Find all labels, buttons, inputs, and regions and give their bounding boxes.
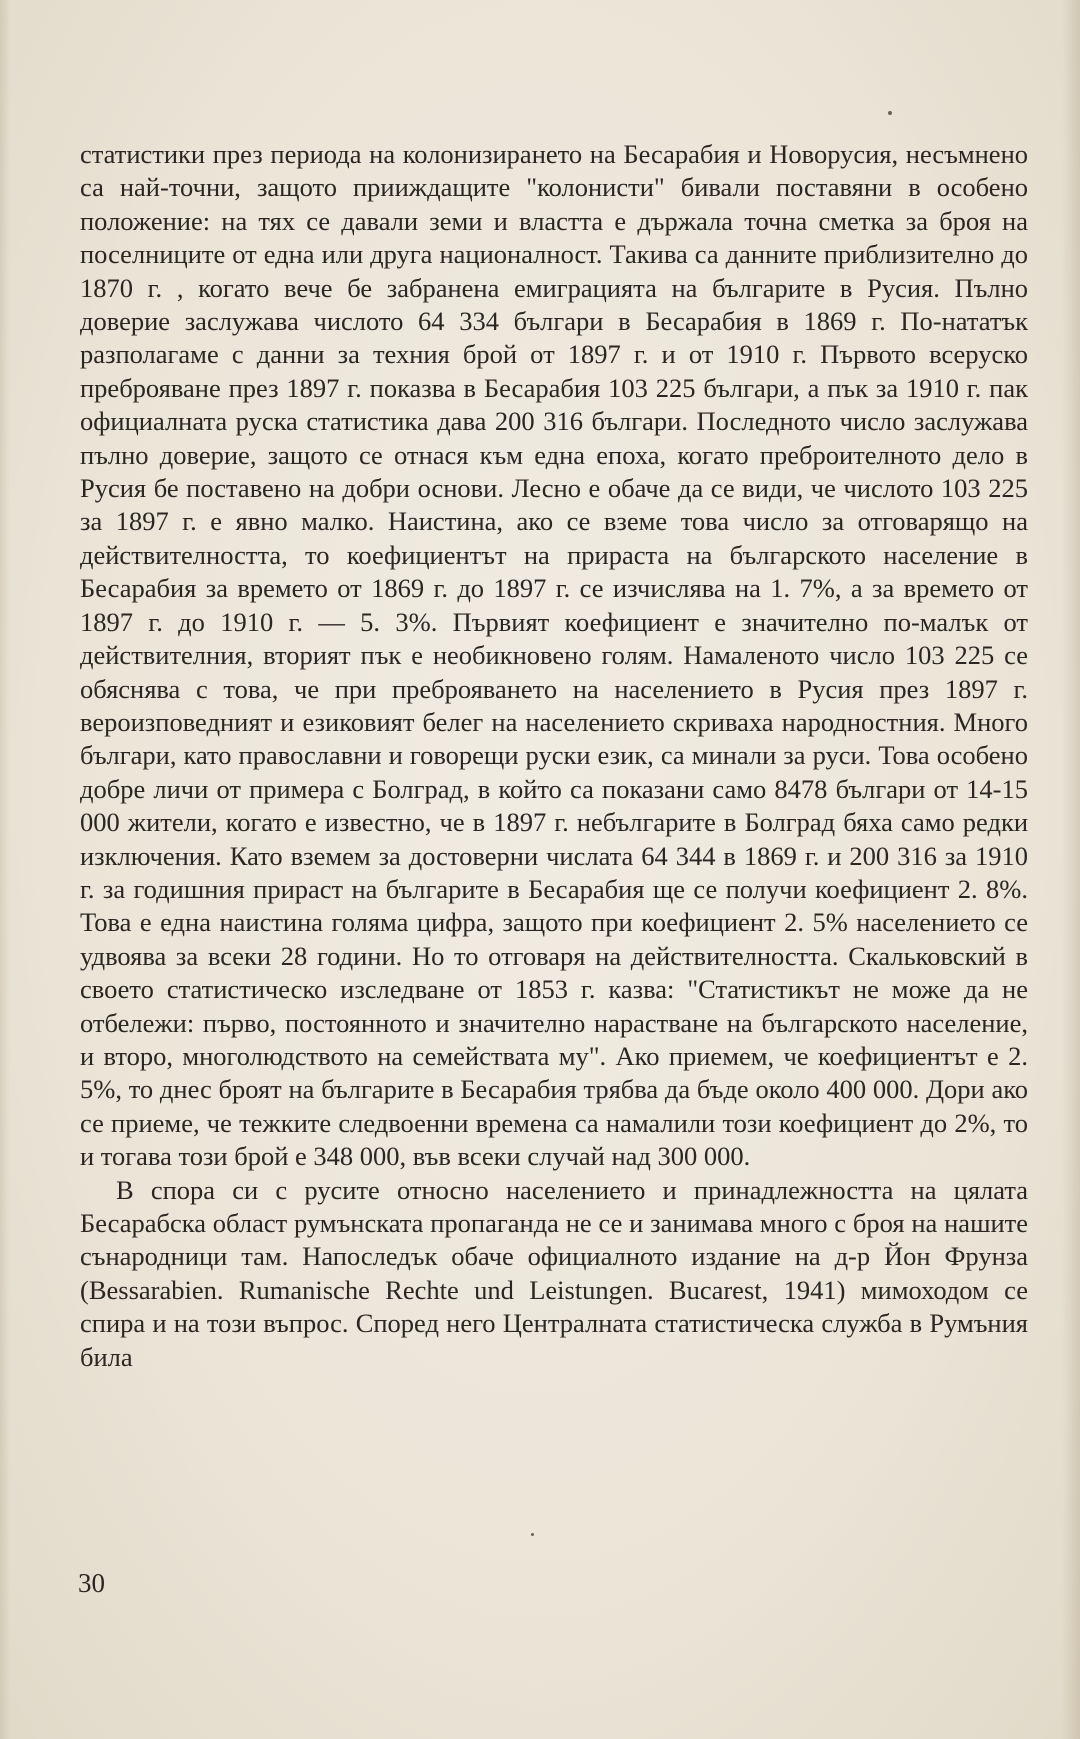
print-speck: [531, 1533, 534, 1536]
page-number: 30: [78, 1568, 105, 1598]
paragraph: статистики през периода на колонизирането на Бесарабия и Новорусия, несъмнено са най-точни, защото прииждащите "колонисти" бивали поставяни в особено положение: на тях се давали земи и властта е държала точна сметка за броя на поселниците от една или друга националност. Такива са данните приблизително до 1870 г. , когато вече бе забранена емиграцията на българите в Русия. Пълно доверие заслужава числото 64 334 българи в Бесарабия в 1869 г. По-нататък разполагаме с данни за техния брой от 1897 г. и от 1910 г. Първото всеруско преброяване през 1897 г. показва в Бесарабия 103 225 българи, а пък за 1910 г. пак официалната руска статистика дава 200 316 българи. Последното число заслужава пълно доверие, защото се отнася към една епоха, когато преброителното дело в Русия бе поставено на добри основи. Лесно е обаче да се види, че числото 103 225 за 1897 г. е явно малко. Наистина, ако се вземе това число за отговарящо на действителността, то коефициентът на прираста на българското население в Бесарабия за времето от 1869 г. до 1897 г. се изчислява на 1. 7%, а за времето от 1897 г. до 1910 г. — 5. 3%. Първият коефициент е значително по-малък от действителния, вторият пък е необикновено голям. Намаленото число 103 225 се обяснява с това, че при преброяването на населението в Русия през 1897 г. вероизповедният и езиковият белег на населението скриваха народностния. Много българи, като православни и говорещи руски език, са минали за руси. Това особено добре личи от примера с Болград, в който са показани само 8478 българи от 14-15 000 жители, когато е известно, че в 1897 г. небългарите в Болград бяха само редки изключения. Като вземем за достоверни числата 64 344 в 1869 г. и 200 316 за 1910 г. за годишния прираст на българите в Бесарабия ще се получи коефициент 2. 8%. Това е една наистина голяма цифра, защото при коефициент 2. 5% населението се удвоява за всеки 28 години. Но то отговаря на действителността. Скальковский в своето статистическо изследване от 1853 г. казва: "Статистикът не може да не отбележи: първо, постоянното и значително нарастване на българското население, и второ, многолюдството на семействата му". Ако приемем, че коефициентът е 2. 5%, то днес броят на българите в Бесарабия трябва да бъде около 400 000. Дори ако се приеме, че тежките следвоенни времена са намалили този коефициент до 2%, то и тогава този брой е 348 000, във всеки случай над 300 000.: [80, 139, 1028, 1172]
page-left-edge-shadow: [0, 0, 10, 1739]
paragraph: В спора си с русите относно населението и принадлежността на цялата Бесарабска област румънската пропаганда не се и занимава много с броя на нашите сънародници там. Напоследък обаче официалното издание на д-р Йон Фрунза (Bessarabien. Rumanische Rechte und Leistungen. Bucarest, 1941) мимоходом се спира и на този въпрос. Според него Централната статистическа служба в Румъния била: [80, 1174, 1028, 1372]
body-text: [80, 138, 1028, 1374]
print-speck: [888, 111, 892, 115]
page-right-edge-shadow: [1062, 0, 1080, 1739]
